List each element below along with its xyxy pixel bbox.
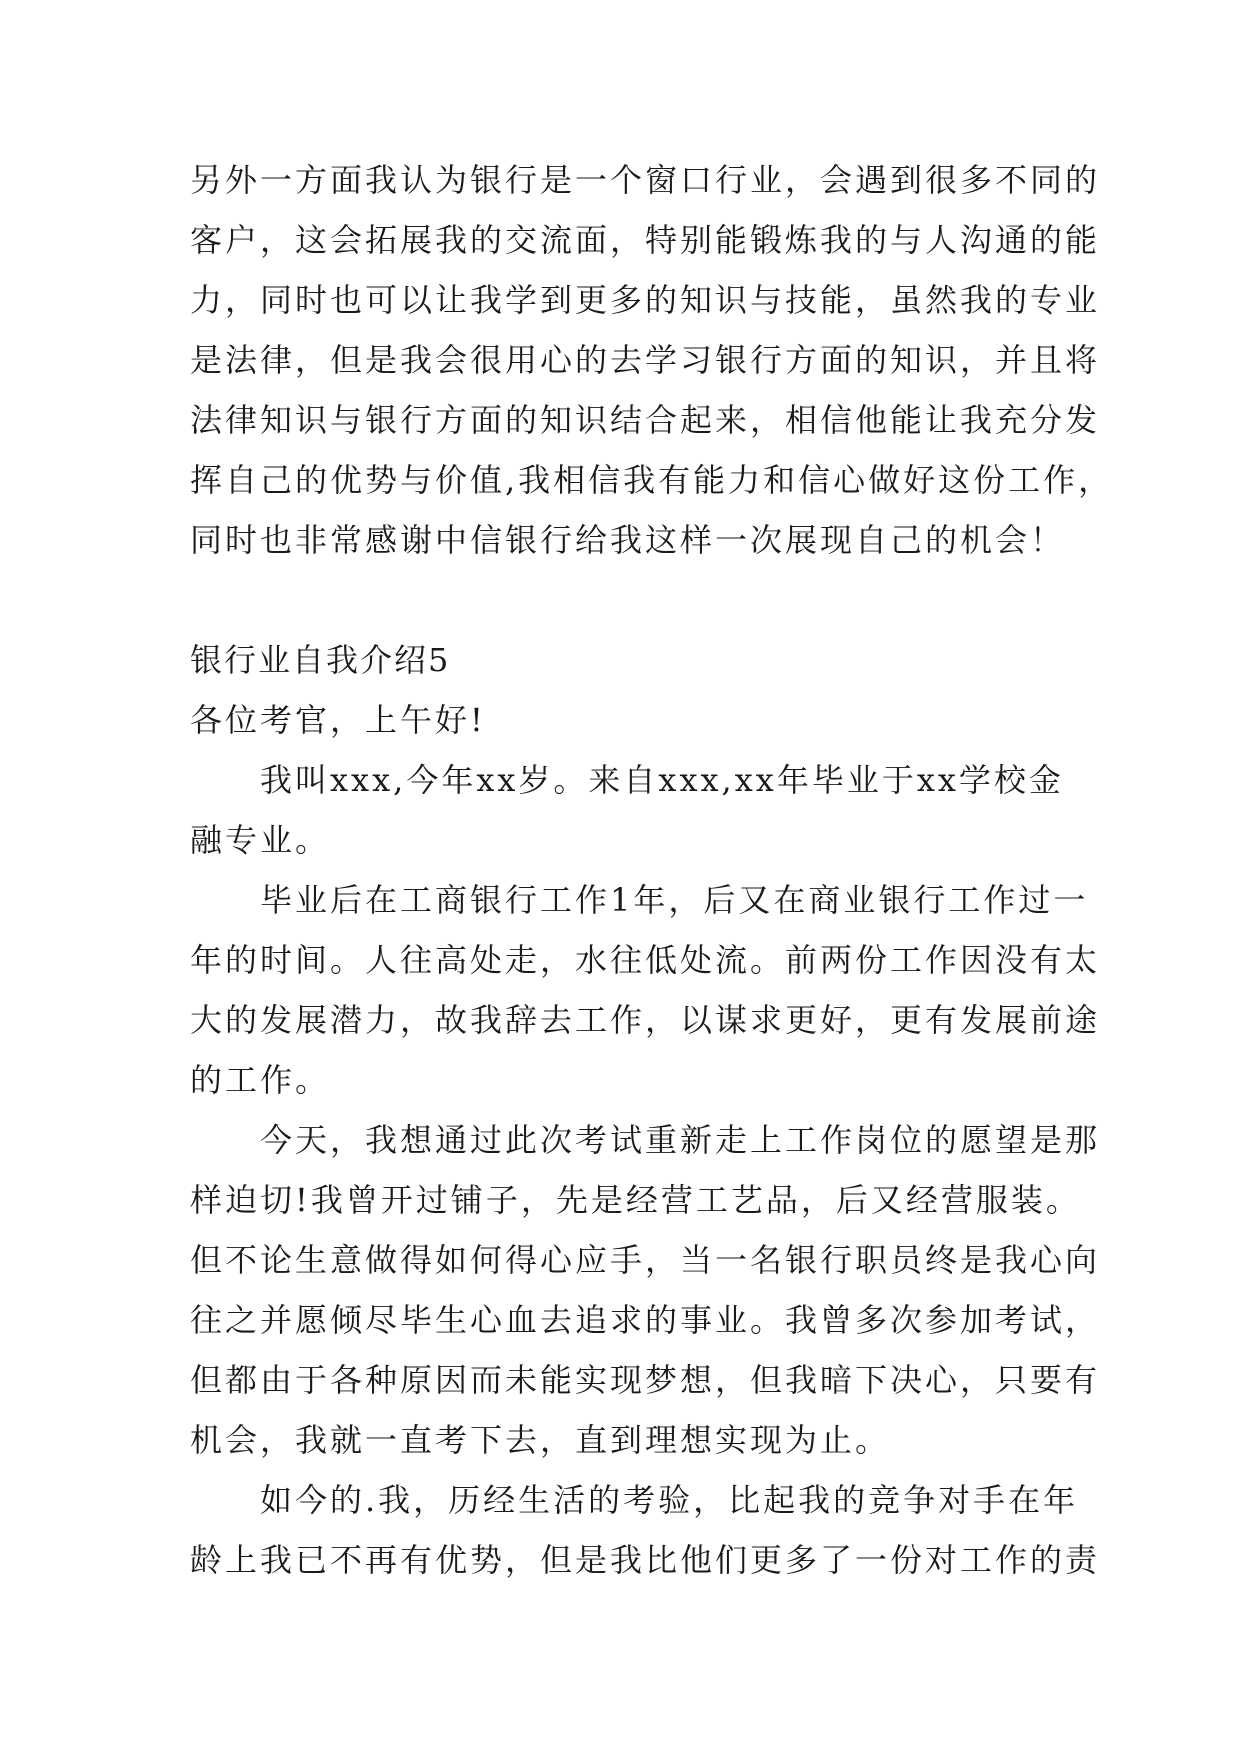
paragraph-line: 年的时间。人往高处走，水往低处流。前两份工作因没有太: [190, 941, 1101, 979]
document-page: [190, 150, 1114, 1590]
intro-paragraph: [190, 150, 1114, 570]
section-title: 银行业自我介绍5: [190, 641, 451, 679]
greeting: 各位考官，上午好!: [190, 701, 486, 739]
paragraph-line: 但都由于各种原因而未能实现梦想，但我暗下决心，只要有: [190, 1361, 1101, 1399]
paragraph-line: 但不论生意做得如何得心应手，当一名银行职员终是我心向: [190, 1241, 1101, 1279]
paragraph-line: 另外一方面我认为银行是一个窗口行业，会遇到很多不同的: [190, 161, 1101, 199]
paragraph-line: 是法律，但是我会很用心的去学习银行方面的知识，并且将: [190, 341, 1101, 379]
paragraph-self-intro: [190, 750, 1064, 870]
paragraph-line: 的工作。: [190, 1061, 331, 1099]
paragraph-line: 毕业后在工商银行工作1年，后又在商业银行工作过一: [260, 881, 1089, 919]
paragraph-aspiration: [190, 1110, 1101, 1470]
paragraph-line: 大的发展潜力，故我辞去工作，以谋求更好，更有发展前途: [190, 1001, 1101, 1039]
paragraph-line: 我叫xxx,今年xx岁。来自xxx,xx年毕业于xx学校金: [260, 761, 1064, 799]
paragraph-line: 挥自己的优势与价值,我相信我有能力和信心做好这份工作，: [190, 461, 1114, 499]
paragraph-line: 法律知识与银行方面的知识结合起来，相信他能让我充分发: [190, 401, 1101, 439]
paragraph-line: 机会，我就一直考下去，直到理想实现为止。: [190, 1421, 891, 1459]
paragraph-work-history: [190, 870, 1101, 1110]
paragraph-line: 今天，我想通过此次考试重新走上工作岗位的愿望是那: [260, 1121, 1101, 1159]
paragraph-line: 同时也非常感谢中信银行给我这样一次展现自己的机会！: [190, 521, 1066, 559]
paragraph-line: 融专业。: [190, 821, 331, 859]
paragraph-line: 往之并愿倾尽毕生心血去追求的事业。我曾多次参加考试，: [190, 1301, 1101, 1339]
paragraph-line: 龄上我已不再有优势，但是我比他们更多了一份对工作的责: [190, 1541, 1101, 1579]
paragraph-current: [190, 1470, 1101, 1590]
paragraph-line: 力，同时也可以让我学到更多的知识与技能，虽然我的专业: [190, 281, 1101, 319]
paragraph-line: 客户，这会拓展我的交流面，特别能锻炼我的与人沟通的能: [190, 221, 1101, 259]
section-spacer: [190, 570, 1050, 630]
paragraph-line: 样迫切!我曾开过铺子，先是经营工艺品，后又经营服装。: [190, 1181, 1081, 1219]
paragraph-line: 如今的.我，历经生活的考验，比起我的竞争对手在年: [260, 1481, 1079, 1519]
